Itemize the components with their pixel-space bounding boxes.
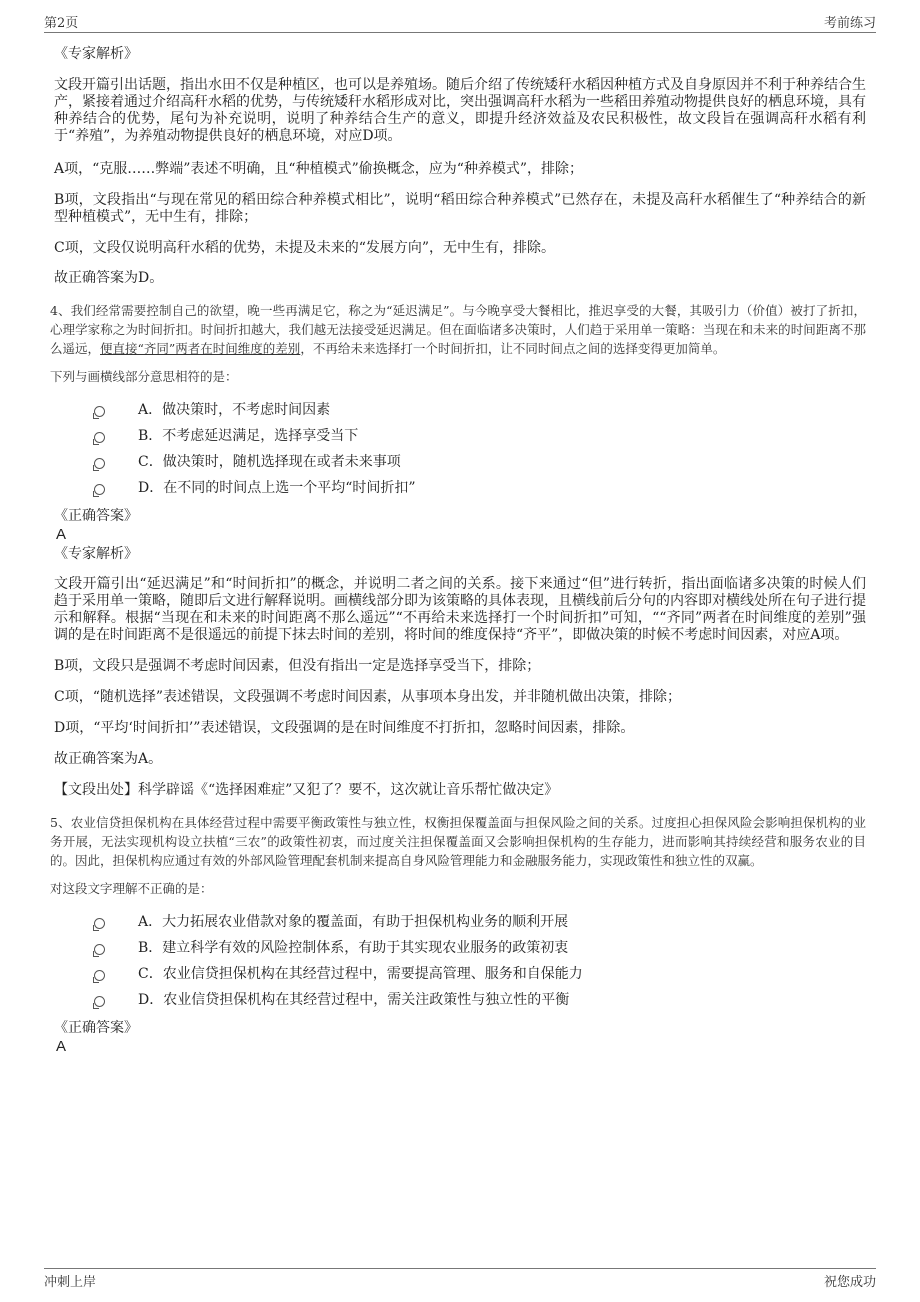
radio-icon[interactable] — [94, 484, 105, 495]
correct-answer-value: A — [56, 1038, 67, 1055]
option-b[interactable]: B．建立科学有效的风险控制体系，有助于其实现农业服务的政策初衷 — [54, 936, 866, 962]
passage-source: 【文段出处】科学辟谣《“选择困难症”又犯了？要不，这次就让音乐帮忙做决定》 — [54, 782, 559, 798]
expert-analysis-label: 《专家解析》 — [54, 46, 138, 62]
option-c[interactable]: C．做决策时，随机选择现在或者未来事项 — [54, 450, 866, 476]
option-b-explanation: B项，文段只是强调不考虑时间因素，但没有指出一定是选择享受当下，排除； — [54, 658, 541, 674]
analysis-paragraph: 文段开篇引出“延迟满足”和“时间折扣”的概念，并说明二者之间的关系。接下来通过“但”进行转折，指出面临诸多决策的时候人们趋于采用单一策略，随即后文进行解释说明。画横线部分即为该策略的具体表现，且横线前后分句的内容即对横线处所在句子进行提示和解释。根据“当现在和未来的时间距离不那么遥远”“不再给未来选择打一个时间折扣”可知，““齐同”两者在时间维度的差别”强调的是在时间距离不是很遥远的前提下抹去时间的差别，将时间的维度保持“齐平”，即做决策的时候不考虑时间因素，对应A项。 — [54, 576, 866, 643]
radio-icon[interactable] — [94, 918, 105, 929]
question-5-prompt: 对这段文字理解不正确的是： — [50, 881, 213, 896]
page-header — [44, 10, 876, 33]
option-c-explanation: C项，“随机选择”表述错误，文段强调不考虑时间因素，从事项本身出发，并非随机做出决策，排除； — [54, 689, 682, 705]
footer-left-text: 冲刺上岸 — [44, 1275, 97, 1290]
option-a[interactable]: A．大力拓展农业借款对象的覆盖面，有助于担保机构业务的顺利开展 — [54, 910, 866, 936]
question-4-options — [54, 398, 866, 502]
radio-icon[interactable] — [94, 996, 105, 1007]
radio-icon[interactable] — [94, 406, 105, 417]
option-b-explanation: B项，文段指出“与现在常见的稻田综合种养模式相比”，说明“稻田综合种养模式”已然存在，未提及高秆水稻催生了“种养结合的新型种植模式”，无中生有，排除； — [54, 192, 866, 225]
answer-conclusion: 故正确答案为A。 — [54, 751, 163, 767]
option-d-explanation: D项，“平均‘时间折扣’”表述错误，文段强调的是在时间维度不打折扣，忽略时间因素，排除。 — [54, 720, 635, 736]
question-5-text: 5、农业信贷担保机构在具体经营过程中需要平衡政策性与独立性，权衡担保覆盖面与担保风险之间的关系。过度担心担保风险会影响担保机构的业务开展，无法实现机构设立扶植“三农”的政策性初衷，而过度关注担保覆盖面又会影响担保机构的生存能力，进而影响其持续经营和服务农业的目的。因此，担保机构应通过有效的外部风险管理配套机制来提高自身风险管理能力和金融服务能力，实现政策性和独立性的双赢。 — [50, 815, 866, 868]
option-c-explanation: C项，文段仅说明高秆水稻的优势，未提及未来的“发展方向”，无中生有，排除。 — [54, 240, 556, 256]
question-5-options — [54, 910, 866, 1014]
option-d[interactable]: D．在不同的时间点上选一个平均“时间折扣” — [54, 476, 866, 502]
correct-answer-label: 《正确答案》 — [54, 1020, 138, 1036]
correct-answer-value: A — [56, 526, 67, 543]
option-a[interactable]: A．做决策时，不考虑时间因素 — [54, 398, 866, 424]
option-a-explanation: A项，“克服……弊端”表述不明确，且“种植模式”偷换概念，应为“种养模式”，排除； — [54, 161, 584, 177]
answer-conclusion: 故正确答案为D。 — [54, 270, 164, 286]
page-number: 第2页 — [44, 16, 79, 31]
expert-analysis-label: 《专家解析》 — [54, 546, 138, 562]
analysis-paragraph: 文段开篇引出话题，指出水田不仅是种植区，也可以是养殖场。随后介绍了传统矮秆水稻因种植方式及自身原因并不利于种养结合生产，紧接着通过介绍高秆水稻的优势，与传统矮秆水稻形成对比，突出强调高秆水稻为一些稻田养殖动物提供良好的栖息环境，具有种养结合的优势，尾句为补充说明，说明了种养结合生产的意义，即提升经济效益及农民积极性，故文段旨在强调高秆水稻有利于“养殖”，为养殖动物提供良好的栖息环境，对应D项。 — [54, 77, 866, 144]
document-body — [50, 44, 866, 1056]
underlined-phrase: 便直接“齐同”两者在时间维度的差别 — [100, 341, 301, 356]
radio-icon[interactable] — [94, 970, 105, 981]
option-d[interactable]: D．农业信贷担保机构在其经营过程中，需关注政策性与独立性的平衡 — [54, 988, 866, 1014]
footer-right-text: 祝您成功 — [823, 1275, 876, 1290]
radio-icon[interactable] — [94, 458, 105, 469]
radio-icon[interactable] — [94, 944, 105, 955]
option-c[interactable]: C．农业信贷担保机构在其经营过程中，需要提高管理、服务和自保能力 — [54, 962, 866, 988]
question-4-text: 4、我们经常需要控制自己的欲望，晚一些再满足它，称之为“延迟满足”。与今晚享受大餐相比，推迟享受的大餐，其吸引力（价值）被打了折扣，心理学家称之为时间折扣。时间折扣越大，我们越无法接受延迟满足。但在面临诸多决策时，人们趋于采用单一策略：当现在和未来的时间距离不那么遥远，便直接“齐同”两者在时间维度的差别，不再给未来选择打一个时间折扣，让不同时间点之间的选择变得更加简单。 — [50, 303, 866, 356]
correct-answer-label: 《正确答案》 — [54, 508, 138, 524]
option-b[interactable]: B．不考虑延迟满足，选择享受当下 — [54, 424, 866, 450]
radio-icon[interactable] — [94, 432, 105, 443]
page-footer — [44, 1268, 876, 1291]
question-4-prompt: 下列与画横线部分意思相符的是： — [50, 369, 238, 384]
header-title: 考前练习 — [823, 16, 876, 31]
